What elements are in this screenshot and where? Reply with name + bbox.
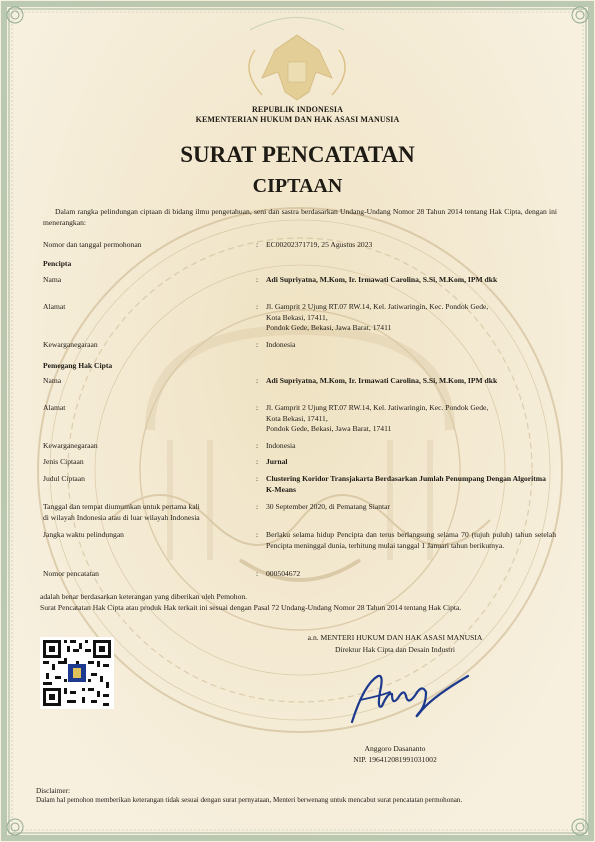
colon: : [256,457,259,466]
creator-address-label: Alamat [43,302,66,311]
colon: : [256,569,259,578]
address-line: Jl. Gamprit 2 Ujung RT.07 RW.14, Kel. Jatiwaringin, Kec. Pondok Gede, [266,302,489,311]
signatory-position: Direktur Hak Cipta dan Desain Industri [335,645,455,654]
country-name: REPUBLIK INDONESIA [252,105,343,114]
record-number-value: 000504672 [266,569,301,578]
colon: : [256,403,259,412]
signatory-on-behalf: a.n. MENTERI HUKUM DAN HAK ASASI MANUSIA [307,633,483,642]
creator-citizenship-value: Indonesia [266,340,296,349]
page-title: SURAT PENCATATAN [180,142,415,167]
colon: : [256,474,259,483]
publication-label-line: Tanggal dan tempat diumumkan untuk pertama kali [43,502,200,511]
creator-name-label: Nama [43,275,62,284]
colon: : [256,502,259,511]
creator-address-value [266,302,556,334]
colon: : [256,441,259,450]
holder-citizenship-label: Kewarganegaraan [43,441,98,450]
publication-label-line: di wilayah Indonesia atau di luar wilayah Indonesia [43,512,200,522]
signatory-name: Anggoro Dasananto [364,744,426,753]
address-line: Kota Bekasi, 17411, [266,413,328,423]
signature [330,662,480,730]
work-type-label: Jenis Ciptaan [43,457,84,466]
colon: : [256,530,259,539]
creator-name-value: Adi Supriyatna, M.Kom, Ir. Irmawati Carolina, S.Si, M.Kom, IPM dkk [266,275,498,284]
address-line: Pondok Gede, Bekasi, Jawa Barat, 17411 [266,424,392,434]
disclaimer-text: Dalam hal pemohon memberikan keterangan tidak sesuai dengan surat pernyataan, Menteri berwenang untuk mencabut surat pencatatan permohonan. [36,796,463,804]
garuda-emblem-watermark [249,18,345,101]
application-label: Nomor dan tanggal permohonan [43,240,142,249]
signatory-nip: NIP. 196412081991031002 [353,755,437,764]
qr-code [40,637,114,709]
address-line: Kota Bekasi, 17411, [266,312,328,322]
intro-paragraph: Dalam rangka pelindungan ciptaan di bidang ilmu pengetahuan, seni dan sastra berdasarkan Undang-Undang Nomor 28 Tahun 2014 tentang Hak Cipta, dengan ini menerangkan: [43,207,557,227]
colon: : [256,240,259,249]
holder-citizenship-value: Indonesia [266,441,296,450]
address-line: Jl. Gamprit 2 Ujung RT.07 RW.14, Kel. Jatiwaringin, Kec. Pondok Gede, [266,403,489,412]
creator-heading: Pencipta [43,259,72,268]
creator-citizenship-label: Kewarganegaraan [43,340,98,349]
holder-address-label: Alamat [43,403,66,412]
work-title-value: Clustering Koridor Transjakarta Berdasarkan Jumlah Penumpang Dengan Algoritma K-Means [266,474,546,494]
application-value: EC00202371719, 25 Agustus 2023 [266,240,373,249]
ministry-name: KEMENTERIAN HUKUM DAN HAK ASASI MANUSIA [195,115,400,124]
colon: : [256,340,259,349]
record-number-label: Nomor pencatatan [43,569,99,578]
holder-heading: Pemegang Hak Cipta [43,361,113,370]
colon: : [256,302,259,311]
holder-name-value: Adi Supriyatna, M.Kom, Ir. Irmawati Carolina, S.Si, M.Kom, IPM dkk [266,376,498,385]
closing-legal-note: Surat Pencatatan Hak Cipta atau produk Hak terkait ini sesuai dengan Pasal 72 Undang-Undang Nomor 28 Tahun 2014 tentang Hak Cipta. [40,603,462,612]
publication-value: 30 September 2020, di Pematang Siantar [266,502,391,511]
holder-address-value [266,403,556,435]
work-type-value: Jurnal [266,457,288,466]
colon: : [256,275,259,284]
page-subtitle: CIPTAAN [252,175,343,197]
address-line: Pondok Gede, Bekasi, Jawa Barat, 17411 [266,323,392,333]
disclaimer-heading: Disclaimer: [36,786,71,795]
signature-scribble [330,662,480,730]
holder-name-label: Nama [43,376,62,385]
publication-label [43,502,200,523]
protection-label: Jangka waktu pelindungan [43,530,124,539]
work-title-label: Judul Ciptaan [43,474,85,483]
closing-statement: adalah benar berdasarkan keterangan yang diberikan oleh Pemohon. [40,592,248,601]
colon: : [256,376,259,385]
protection-value: Berlaku selama hidup Pencipta dan terus berlangsung selama 70 (tujuh puluh) tahun setelah Pencipta meninggal dunia, terhitung mulai tanggal 1 Januari tahun berikutnya. [266,530,556,550]
